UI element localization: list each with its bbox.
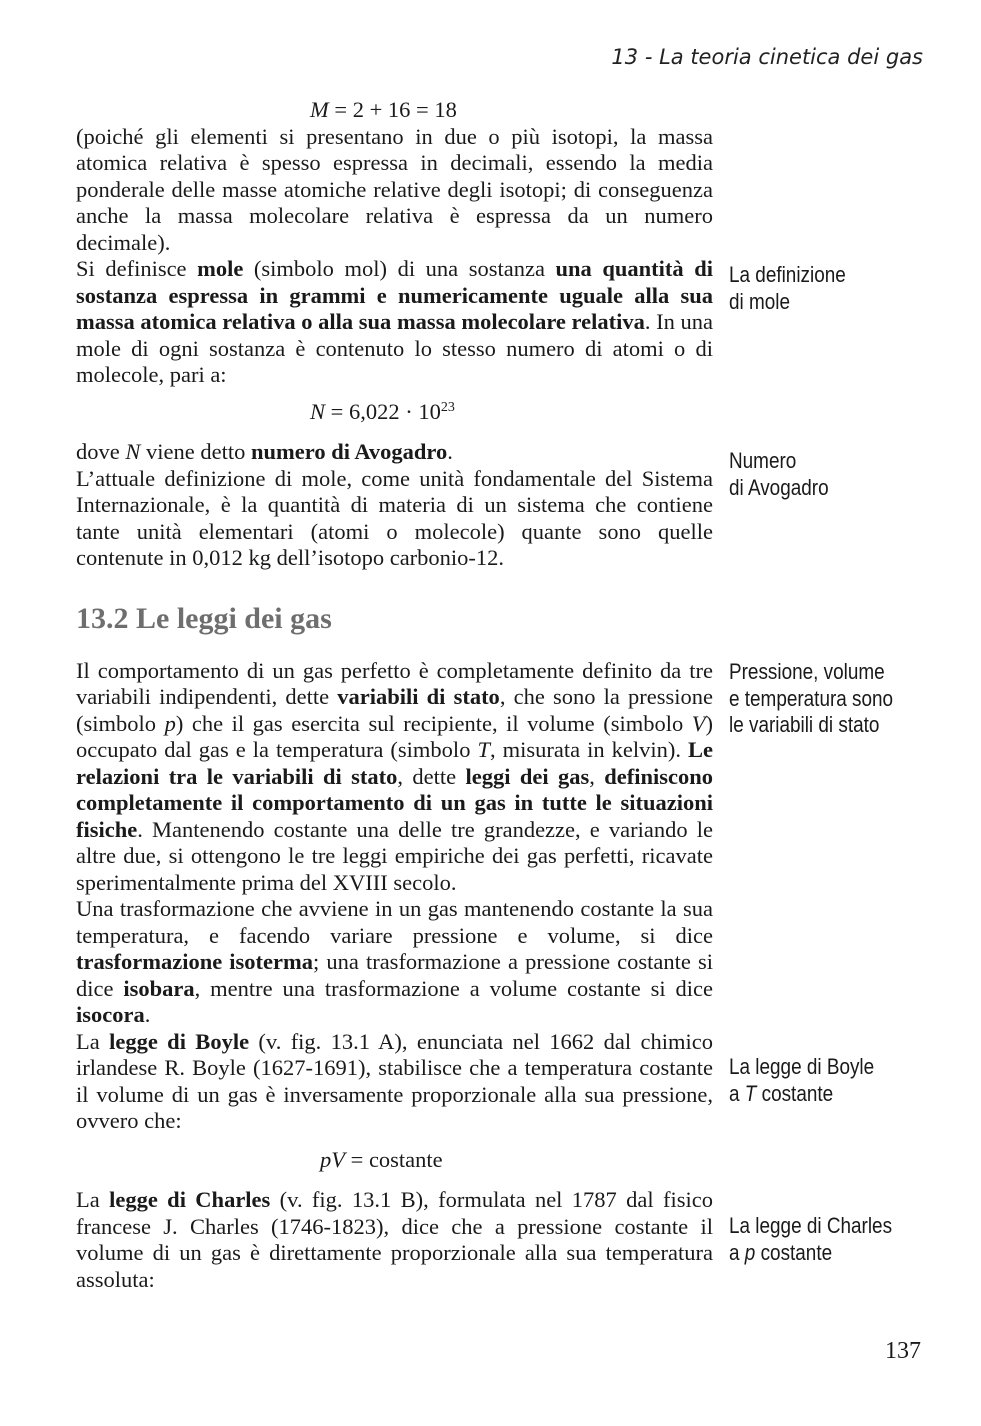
bold-term: isobara <box>123 975 195 1001</box>
margin-note-charles <box>729 1213 918 1266</box>
paragraph-mole-definition <box>76 256 713 389</box>
text-run: , mentre una trasformazione a volume costante si dice <box>194 975 713 1001</box>
bold-term: legge di Charles <box>109 1187 271 1212</box>
margin-note-line: Numero <box>729 448 797 473</box>
text-run: a <box>729 1080 745 1106</box>
formula-var: pV <box>320 1146 345 1172</box>
bold-term: isocora <box>76 1002 145 1027</box>
margin-note-line: Pressione, volume <box>729 659 885 684</box>
paragraph-si-definition: L’attuale definizione di mole, come unità fondamentale del Sistema Internazionale, è la quantità di materia di un sistema che contiene tante unità elementari (atomi o molecole) quante sono quelle contenute in 0,012 kg dell’isotopo carbonio-12. <box>76 465 713 570</box>
formula-avogadro <box>76 399 713 426</box>
paragraph-boyle <box>76 1029 713 1135</box>
text-run: costante <box>756 1080 834 1106</box>
italic-var: T <box>477 737 490 762</box>
margin-note-line <box>729 1081 918 1108</box>
paragraph-charles <box>76 1187 713 1293</box>
text-run: (simbolo mol) di una sostanza <box>243 256 556 281</box>
text-run: (v. fig. 13.1 B), formulata nel 1787 dal fisico francese J. Charles (1746-1823), dice che a pressione costante il volume di un gas è direttamente proporzionale alla sua temperatura assoluta: <box>76 1187 713 1292</box>
margin-note-line: di Avogadro <box>729 474 829 500</box>
margin-note-line <box>729 1240 918 1267</box>
text-run: ) che il gas esercita sul recipiente, il volume (simbolo <box>175 710 692 736</box>
text-run: La <box>76 1187 110 1212</box>
text-run: viene detto <box>140 439 251 464</box>
text-run: . Mantenendo costante una delle tre grandezze, e variando le altre due, si ottengono le tre leggi empiriche dei gas perfetti, ricavate sperimentalmente prima del XVIII secolo. <box>76 816 713 895</box>
formula-var: M <box>310 97 329 122</box>
italic-var: V <box>691 710 706 736</box>
text-run: , <box>589 763 605 789</box>
text-run: costante <box>755 1239 833 1265</box>
italic-var: p <box>164 710 176 736</box>
running-header: 13 - La teoria cinetica dei gas <box>611 45 923 69</box>
margin-note-line: di mole <box>729 288 790 314</box>
paragraph-avogadro <box>76 439 713 466</box>
italic-var: T <box>744 1080 757 1106</box>
main-text-column <box>76 97 713 1293</box>
text-run: Si definisce <box>76 256 198 281</box>
text-run: ) occupato dal gas e la temperatura (simbolo <box>76 710 713 762</box>
formula-exponent: 23 <box>440 399 455 415</box>
italic-var: p <box>744 1239 756 1265</box>
text-run: , dette <box>397 763 466 789</box>
margin-note-line: La legge di Boyle <box>729 1054 875 1079</box>
text-run: Il comportamento di un gas perfetto è completamente definito da tre variabili indipendenti, dette <box>76 657 713 709</box>
text-run: , che sono la pressione (simbolo <box>76 684 713 736</box>
text-run: ; una trasformazione a pressione costante si dice <box>76 949 713 1001</box>
bold-term: trasformazione isoterma <box>76 949 314 974</box>
text-run: . In una mole di ogni sostanza è contenuto lo stesso numero di atomi o di molecole, pari a: <box>76 309 713 387</box>
formula-molar-mass <box>76 97 713 124</box>
text-run: La <box>76 1028 110 1054</box>
margin-note-line: le variabili di stato <box>729 712 880 737</box>
bold-term: Le relazioni tra le variabili di stato <box>76 737 713 789</box>
formula-text: = 6,022 · 10 <box>325 398 441 424</box>
paragraph-isotopes: (poiché gli elementi si presentano in due o più isotopi, la massa atomica relativa è spesso espressa in decimali, essendo la media ponderale delle masse atomiche relative degli isotopi; di conseguenza anche la massa molecolare relativa è espressa da un numero decimale). <box>76 123 713 255</box>
text-run: Una trasformazione che avviene in un gas mantenendo costante la sua temperatura, e facendo variare pressione e volume, si dice <box>76 896 713 948</box>
section-title: 13.2 Le leggi dei gas <box>76 601 332 635</box>
formula-boyle <box>76 1147 713 1174</box>
page-number: 137 <box>885 1338 921 1364</box>
formula-text: = costante <box>345 1146 443 1172</box>
bold-term: variabili di stato <box>337 684 500 709</box>
text-run: dove <box>76 439 126 464</box>
text-run: . <box>144 1002 151 1027</box>
margin-note-avogadro <box>729 448 918 501</box>
text-run: (v. fig. 13.1 A), enunciata nel 1662 dal chimico irlandese R. Boyle (1627-1691), stabilisce che a temperatura costante il volume di un gas è inversamente proporzionale alla sua pressione, ovvero che: <box>76 1028 713 1133</box>
margin-note-line: La definizione <box>729 262 846 287</box>
bold-term: numero di Avogadro <box>250 439 448 464</box>
bold-term: mole <box>197 256 244 281</box>
bold-term: leggi dei gas <box>465 763 590 789</box>
formula-var: N <box>310 398 326 424</box>
margin-note-line: e temperatura sono <box>729 685 894 711</box>
text-run: a <box>729 1239 745 1265</box>
margin-note-mole <box>729 262 918 315</box>
margin-note-line: La legge di Charles <box>729 1213 893 1238</box>
bold-definition: una quantità di sostanza espressa in grammi e numericamente uguale alla sua massa atomica relativa o alla sua massa molecolare relativa <box>76 256 713 334</box>
formula-text: = 2 + 16 = 18 <box>328 97 457 122</box>
bold-term: definiscono completamente il comportamento di un gas in tutte le situazioni fisiche <box>76 763 713 842</box>
italic-var: N <box>125 439 141 464</box>
margin-note-boyle <box>729 1054 918 1107</box>
paragraph-state-variables <box>76 658 713 897</box>
text-run: . <box>447 439 453 464</box>
bold-term: legge di Boyle <box>109 1028 250 1054</box>
text-run: , misurata in kelvin). <box>489 737 688 762</box>
paragraph-transformations <box>76 896 713 1029</box>
margin-note-state-variables <box>729 659 918 739</box>
